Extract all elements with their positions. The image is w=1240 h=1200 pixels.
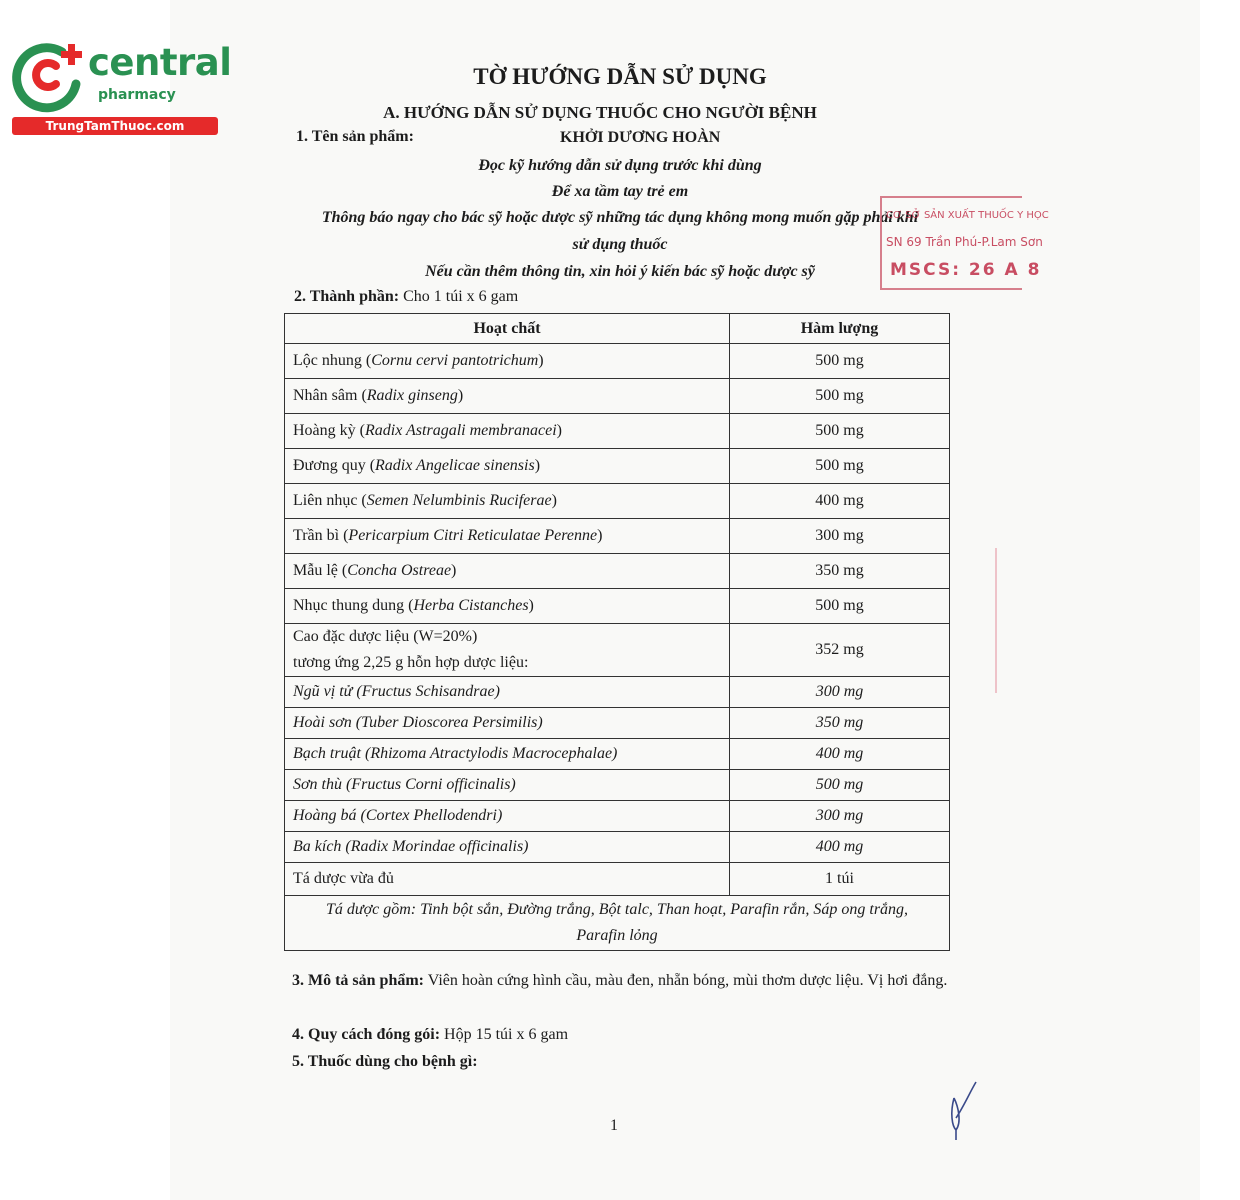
amount-cell: 400 mg [730, 832, 950, 863]
stamp-line: SN 69 Trần Phú-P.Lam Sơn [886, 235, 1043, 249]
table-row-sub [285, 677, 950, 708]
stamp-line: CƠ SỞ SẢN XUẤT THUỐC Y HỌC [886, 210, 1049, 221]
ingredient-cell: Liên nhục (Semen Nelumbinis Ruciferae) [285, 484, 730, 519]
amount-cell: 400 mg [730, 484, 950, 519]
section-2-line [294, 288, 518, 306]
table-row-extract [285, 624, 950, 677]
section-5-label: 5. Thuốc dùng cho bệnh gì: [292, 1053, 478, 1070]
signature-icon [942, 1078, 982, 1143]
amount-cell: 500 mg [730, 414, 950, 449]
section-2-value: Cho 1 túi x 6 gam [403, 288, 519, 305]
section-3-paragraph [292, 967, 952, 994]
product-name: KHỞI DƯƠNG HOÀN [560, 129, 721, 146]
table-row [285, 414, 950, 449]
ingredient-cell: Trần bì (Pericarpium Citri Reticulatae Perenne) [285, 519, 730, 554]
caution-line: Đọc kỹ hướng dẫn sử dụng trước khi dùng [478, 157, 762, 174]
table-note-row [285, 896, 950, 951]
table-row-sub [285, 708, 950, 739]
column-header-active-ingredient: Hoạt chất [285, 314, 730, 344]
ingredient-cell: Hoàng kỳ (Radix Astragali membranacei) [285, 414, 730, 449]
table-row [285, 484, 950, 519]
ingredient-cell: Tá dược vừa đủ [285, 863, 730, 896]
amount-cell: 500 mg [730, 589, 950, 624]
excipient-note: Tá dược gồm: Tinh bột sắn, Đường trắng, Bột talc, Than hoạt, Parafin rắn, Sáp ong trắng, Parafin lỏng [285, 896, 950, 951]
amount-cell: 500 mg [730, 379, 950, 414]
table-row [285, 519, 950, 554]
stamp-code: MSCS: 26 A 8 [890, 260, 1042, 280]
ingredient-cell: Nhục thung dung (Herba Cistanches) [285, 589, 730, 624]
ingredient-cell: Đương quy (Radix Angelicae sinensis) [285, 449, 730, 484]
official-stamp [880, 196, 1049, 290]
section-4-paragraph [292, 1021, 952, 1048]
brand-tagline: pharmacy [98, 87, 176, 103]
table-row-sub [285, 832, 950, 863]
brand-url[interactable]: TrungTamThuoc.com [12, 117, 218, 135]
ingredient-cell: Nhân sâm (Radix ginseng) [285, 379, 730, 414]
table-row-sub [285, 739, 950, 770]
section-3-value: Viên hoàn cứng hình cầu, màu đen, nhẵn bóng, mùi thơm dược liệu. Vị hơi đắng. [427, 972, 948, 989]
ingredient-cell: Hoài sơn (Tuber Dioscorea Persimilis) [285, 708, 730, 739]
table-row [285, 379, 950, 414]
page-number: 1 [610, 1117, 618, 1134]
ingredient-cell: Sơn thù (Fructus Corni officinalis) [285, 770, 730, 801]
ingredient-cell: Bạch truật (Rhizoma Atractylodis Macrocephalae) [285, 739, 730, 770]
section-2-label: 2. Thành phần: [294, 288, 400, 305]
amount-cell: 500 mg [730, 344, 950, 379]
caution-line: Nếu cần thêm thông tin, xin hỏi ý kiến bác sỹ hoặc dược sỹ [425, 263, 815, 280]
table-row [285, 449, 950, 484]
table-row [285, 863, 950, 896]
amount-cell: 300 mg [730, 519, 950, 554]
amount-cell: 500 mg [730, 770, 950, 801]
ingredient-cell: Ngũ vị tử (Fructus Schisandrae) [285, 677, 730, 708]
amount-cell: 300 mg [730, 801, 950, 832]
brand-name: central [88, 41, 232, 84]
caution-line: sử dụng thuốc [572, 236, 668, 253]
ingredient-cell: Lộc nhung (Cornu cervi pantotrichum) [285, 344, 730, 379]
composition-table [284, 313, 950, 951]
ingredient-cell: Mẫu lệ (Concha Ostreae) [285, 554, 730, 589]
amount-cell: 352 mg [730, 624, 950, 677]
amount-cell: 300 mg [730, 677, 950, 708]
table-row-sub [285, 801, 950, 832]
table-header-row [285, 314, 950, 344]
section-3-label: 3. Mô tả sản phẩm: [292, 972, 425, 989]
section-4-label: 4. Quy cách đóng gói: [292, 1026, 441, 1043]
table-row [285, 344, 950, 379]
ingredient-cell: Ba kích (Radix Morindae officinalis) [285, 832, 730, 863]
table-row [285, 589, 950, 624]
ingredient-cell: Cao đặc dược liệu (W=20%) tương ứng 2,25 g hỗn hợp dược liệu: [285, 624, 730, 677]
column-header-amount: Hàm lượng [730, 314, 950, 344]
table-row [285, 554, 950, 589]
caution-line: Để xa tầm tay trẻ em [551, 183, 689, 200]
amount-cell: 350 mg [730, 554, 950, 589]
amount-cell: 400 mg [730, 739, 950, 770]
caution-line: Thông báo ngay cho bác sỹ hoặc dược sỹ những tác dụng không mong muốn gặp phải khi [321, 209, 919, 226]
partial-stamp-mark [995, 548, 1019, 693]
section-1-label: 1. Tên sản phẩm: [296, 128, 414, 145]
document-title: TỜ HƯỚNG DẪN SỬ DỤNG [473, 64, 767, 89]
amount-cell: 350 mg [730, 708, 950, 739]
table-row-sub [285, 770, 950, 801]
amount-cell: 500 mg [730, 449, 950, 484]
ingredient-cell: Hoàng bá (Cortex Phellodendri) [285, 801, 730, 832]
amount-cell: 1 túi [730, 863, 950, 896]
section-4-value: Hộp 15 túi x 6 gam [444, 1026, 569, 1043]
document-subtitle: A. HƯỚNG DẪN SỬ DỤNG THUỐC CHO NGƯỜI BỆNH [383, 103, 817, 122]
